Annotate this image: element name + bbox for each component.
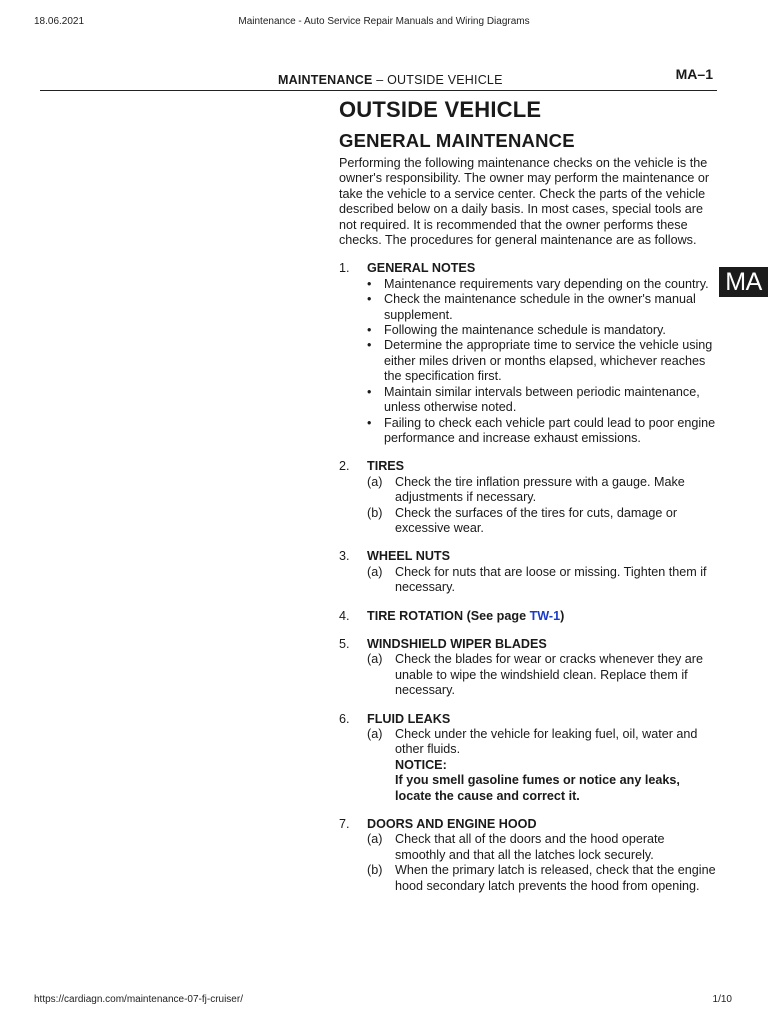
breadcrumb-subsection: OUTSIDE VEHICLE (387, 73, 503, 87)
sub-step (339, 863, 717, 894)
list-item (339, 261, 717, 446)
sub-step-text: Check the tire inflation pressure with a gauge. Make adjustments if necessary. (395, 474, 685, 505)
sub-step (339, 506, 717, 537)
sub-step (339, 565, 717, 596)
sub-step (339, 475, 717, 506)
sub-step-label: (a) (367, 474, 383, 489)
section-subtitle: GENERAL MAINTENANCE (339, 130, 575, 151)
sub-step-text: When the primary latch is released, check that the engine hood secondary latch prevents the hood from opening. (395, 863, 716, 893)
bullet-text: Following the maintenance schedule is mandatory. (384, 323, 666, 338)
breadcrumb-section: MAINTENANCE (278, 73, 373, 87)
sub-step-label: (a) (367, 727, 383, 741)
bullet-text: Determine the appropriate time to service the vehicle using either miles driven or months elapsed, whichever reaches the specification first. (384, 338, 713, 384)
list-item (339, 817, 717, 894)
list-item (339, 712, 717, 804)
notice-text: If you smell gasoline fumes or notice any leaks, locate the cause and correct it. (395, 773, 680, 803)
section-side-tab: MA (719, 267, 768, 297)
print-page-number: 1/10 (712, 994, 732, 1005)
bullet-icon: • (367, 415, 372, 430)
bullet-text: Maintenance requirements vary depending on the country. (384, 276, 709, 291)
bullet-item (339, 277, 717, 292)
bullet-text: Check the maintenance schedule in the owner's manual supplement. (384, 292, 696, 322)
sub-step-text: Check that all of the doors and the hood operate smoothly and that all the latches lock securely. (395, 832, 665, 862)
bullet-item (339, 292, 717, 323)
bullet-text: Maintain similar intervals between periodic maintenance, unless otherwise noted. (384, 384, 700, 415)
breadcrumb-separator: – (376, 73, 384, 87)
sub-step-label: (a) (367, 564, 383, 579)
bullet-text: Failing to check each vehicle part could lead to poor engine performance and increase exhaust emissions. (384, 415, 716, 445)
sub-step (339, 727, 717, 758)
list-item (339, 609, 717, 624)
item-title-end: ) (560, 608, 565, 623)
print-page-title: Maintenance - Auto Service Repair Manuals and Wiring Diagrams (238, 16, 530, 27)
item-number: 4. (339, 608, 350, 623)
item-title: DOORS AND ENGINE HOOD (367, 817, 537, 832)
document-body (339, 96, 717, 894)
item-number: 1. (339, 261, 350, 276)
sub-step-label: (b) (367, 505, 383, 520)
bullet-icon: • (367, 384, 372, 399)
bullet-icon: • (367, 323, 372, 338)
page-code: MA–1 (675, 66, 713, 82)
list-item (339, 549, 717, 595)
bullet-item (339, 338, 717, 384)
page-link-tw-1[interactable]: TW-1 (529, 608, 561, 623)
item-number: 7. (339, 817, 350, 832)
manual-header (40, 66, 717, 91)
print-date: 18.06.2021 (34, 16, 85, 27)
item-number: 6. (339, 711, 350, 726)
item-number: 3. (339, 549, 350, 564)
print-url: https://cardiagn.com/maintenance-07-fj-cruiser/ (34, 994, 243, 1005)
page-title: OUTSIDE VEHICLE (339, 97, 542, 122)
item-number: 5. (339, 636, 350, 651)
list-item (339, 637, 717, 699)
breadcrumb (278, 73, 503, 87)
sub-step-label: (a) (367, 652, 383, 667)
item-title: GENERAL NOTES (367, 261, 476, 276)
sub-step-text: Check for nuts that are loose or missing. Tighten them if necessary. (395, 564, 707, 595)
sub-step-label: (a) (367, 832, 383, 847)
bullet-item (339, 416, 717, 447)
bullet-item (339, 385, 717, 416)
sub-step (339, 832, 717, 863)
intro-paragraph: Performing the following maintenance checks on the vehicle is the owner's responsibility. The owner may perform the maintenance or take the vehicle to a service center. Check the parts of the vehicle described below on a daily basis. In most cases, special tools are not required. It is recommended that the owner performs these checks. The procedures for general maintenance are as follows. (339, 156, 710, 248)
sub-step-text: Check the blades for wear or cracks whenever they are unable to wipe the windshield clean. Replace them if necessary. (395, 652, 703, 698)
item-title-text: TIRE ROTATION (See page (367, 608, 530, 623)
browser-print-header (0, 16, 768, 32)
bullet-icon: • (367, 276, 372, 291)
sub-step-text: Check under the vehicle for leaking fuel, oil, water and other fluids. (395, 727, 698, 757)
sub-step (339, 652, 717, 698)
bullet-item (339, 323, 717, 338)
sub-step-label: (b) (367, 863, 383, 878)
list-item (339, 459, 717, 536)
browser-print-footer (0, 994, 768, 1010)
bullet-icon: • (367, 338, 372, 353)
sub-step-text: Check the surfaces of the tires for cuts, damage or excessive wear. (395, 505, 678, 535)
bullet-list (339, 277, 717, 446)
item-number: 2. (339, 459, 350, 474)
bullet-icon: • (367, 292, 372, 307)
item-title: TIRES (367, 459, 405, 474)
item-title (367, 609, 564, 624)
item-title: WINDSHIELD WIPER BLADES (367, 636, 547, 651)
item-title: WHEEL NUTS (367, 549, 451, 564)
notice-label: NOTICE: (395, 757, 447, 772)
item-title: FLUID LEAKS (367, 711, 451, 726)
